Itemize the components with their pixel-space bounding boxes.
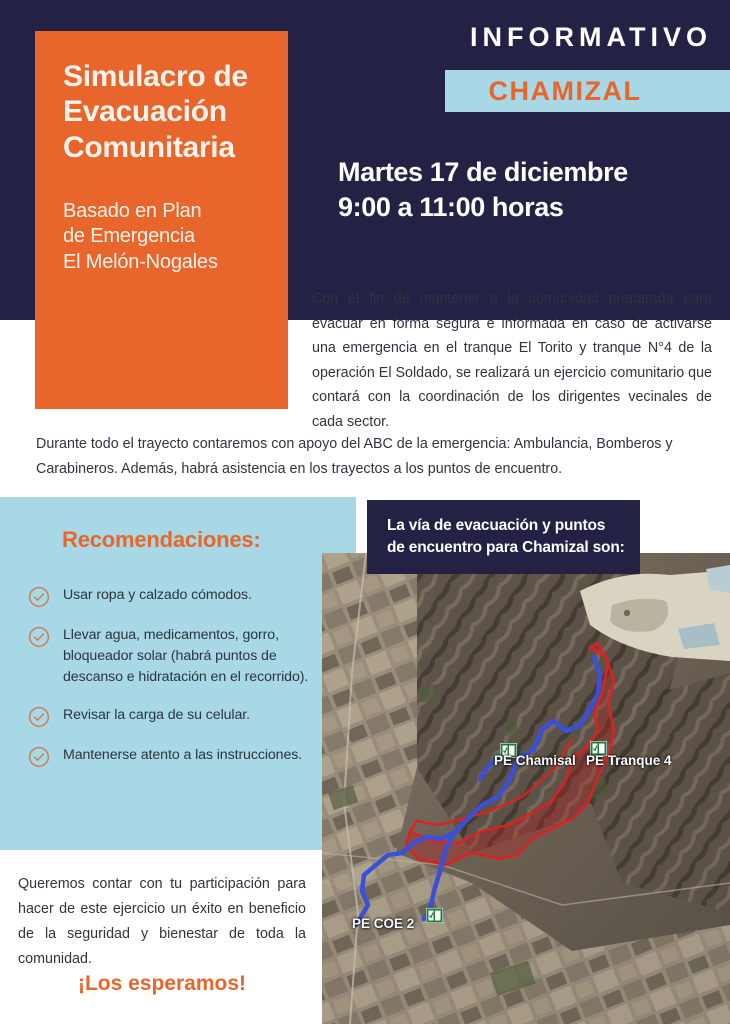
page-subtitle-line-2: de Emergencia [63, 225, 195, 248]
page-title-line-1: Simulacro de [63, 60, 248, 93]
map-satellite-image [322, 553, 730, 1024]
recommendations-title: Recomendaciones: [62, 527, 261, 552]
meeting-point-icon [426, 908, 443, 923]
event-datetime [338, 155, 718, 224]
abc-support-paragraph: Durante todo el trayecto contaremos con apoyo del ABC de la emergencia: Ambulancia, Bomberos y Carabineros. Además, habrá asistencia en los trayectos a los puntos de encuentro. [36, 436, 673, 477]
header-kicker: INFORMATIVO [470, 22, 712, 52]
page-title-line-3: Comunitaria [63, 130, 235, 164]
list-item [28, 625, 336, 688]
event-date-line: Martes 17 de diciembre [338, 157, 628, 187]
check-circle-icon [28, 706, 50, 728]
map-header-line-2: de encuentro para Chamizal son: [387, 539, 625, 556]
map-header-banner [367, 500, 640, 574]
map-label-pe-chamisal: PE Chamisal [494, 753, 576, 768]
intro-paragraph: Con el fin de mantener a la comunidad preparada para evacuar en forma segura e informada en caso de activarse una emergencia en el tranque El Torito y tranque N°4 de la operación El Soldado, se realizará un ejercicio comunitario que contará con la coordinación de los dirigentes vecinales de cada sector. [312, 291, 712, 430]
check-circle-icon [28, 626, 50, 648]
map-header-line-1: La vía de evacuación y puntos [387, 517, 606, 534]
page-subtitle-line-1: Basado en Plan [63, 200, 202, 223]
list-item [28, 745, 336, 768]
page-title-line-2: Evacuación [63, 95, 227, 129]
sector-badge [445, 70, 730, 112]
event-time-line: 9:00 a 11:00 horas [338, 191, 564, 222]
check-circle-icon [28, 586, 50, 608]
page-subtitle [63, 199, 264, 275]
recommendations-list [28, 585, 336, 785]
list-item-label: Mantenerse atento a las instrucciones. [63, 747, 303, 764]
list-item-label: Usar ropa y calzado cómodos. [63, 587, 252, 603]
check-circle-icon [28, 746, 50, 768]
closing-call-to-action: ¡Los esperamos! [77, 972, 247, 995]
map-header-text [387, 515, 640, 559]
list-item-label: Llevar agua, medicamentos, gorro, bloqueador solar (habrá puntos de descanso e hidratación en el recorrido). [63, 627, 309, 686]
map-label-pe-tranque-4: PE Tranque 4 [586, 753, 672, 768]
map-label-pe-coe-2: PE COE 2 [352, 916, 415, 931]
page-title [63, 59, 264, 165]
list-item [28, 585, 336, 608]
closing-paragraph: Queremos contar con tu participación para hacer de este ejercicio un éxito en beneficio de la seguridad y bienestar de toda la comunidad. [18, 876, 306, 967]
list-item-label: Revisar la carga de su celular. [63, 707, 250, 724]
list-item [28, 705, 336, 728]
evacuation-map[interactable] [322, 553, 730, 1024]
page-subtitle-line-3: El Melón-Nogales [63, 250, 218, 273]
sector-badge-label: CHAMIZAL [488, 75, 642, 106]
poster-title-panel [35, 31, 288, 409]
